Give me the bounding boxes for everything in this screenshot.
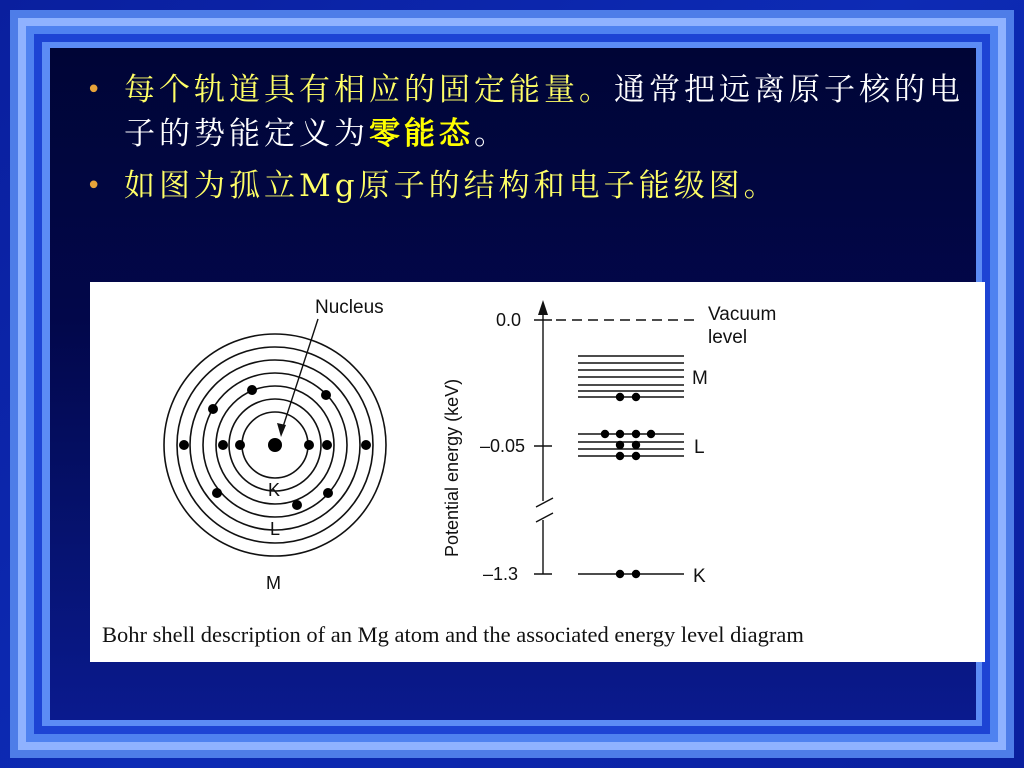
bullet-item-1 <box>86 68 966 156</box>
tick-label-005: –0.05 <box>480 436 526 456</box>
axis-break-1 <box>536 498 553 507</box>
bullet-item-2 <box>86 164 966 208</box>
bullet-1-highlight: 零能态 <box>369 116 474 152</box>
electron-l <box>292 500 302 510</box>
electron-dot <box>616 393 624 401</box>
bullet-dot-icon: • <box>86 75 106 105</box>
electron-m <box>179 440 189 450</box>
electron-dot <box>616 570 624 578</box>
figure-caption: Bohr shell description of an Mg atom and the associated energy level diagram <box>102 622 804 647</box>
tick-label-13: –1.3 <box>483 564 519 584</box>
vacuum-label-1: Vacuum <box>708 304 777 325</box>
electron-dot <box>632 441 640 449</box>
electron-dot <box>601 430 609 438</box>
energy-diagram <box>534 300 694 574</box>
electron-dot <box>632 570 640 578</box>
electron-dot <box>632 430 640 438</box>
energy-axis-label: Potential energy (keV) <box>442 378 462 557</box>
bullet-list <box>86 68 966 216</box>
electron-dot <box>632 452 640 460</box>
nucleus-dot <box>268 438 282 452</box>
axis-arrowhead <box>538 300 548 315</box>
electron-l <box>321 390 331 400</box>
electron-dot <box>616 441 624 449</box>
electron-k <box>304 440 314 450</box>
nucleus-label: Nucleus <box>315 297 384 318</box>
shell-m-label: M <box>266 573 281 593</box>
electron-l <box>247 385 257 395</box>
electron-m <box>361 440 371 450</box>
bullet-1-rest: 通常把远离原子核的电子的势能定义为 <box>124 72 964 152</box>
electron-l <box>208 404 218 414</box>
electron-k <box>235 440 245 450</box>
shell-k-label: K <box>268 480 281 500</box>
bullet-dot-icon: • <box>86 171 106 201</box>
electron-l <box>322 440 332 450</box>
electron-dot <box>616 452 624 460</box>
shell-l-label: L <box>270 519 281 539</box>
level-k-label: K <box>693 566 706 587</box>
energy-electrons <box>601 393 655 578</box>
tick-label-0: 0.0 <box>496 310 522 330</box>
electron-dot <box>632 393 640 401</box>
electron-l <box>218 440 228 450</box>
bullet-1-main: 每个轨道具有相应的固定能量。 <box>124 72 614 108</box>
figure-svg <box>90 282 985 662</box>
vacuum-label-2: level <box>708 327 748 348</box>
level-m-label: M <box>692 368 708 389</box>
axis-break-2 <box>536 513 553 522</box>
level-l-label: L <box>694 437 705 458</box>
mg-atom-figure <box>90 282 985 662</box>
electron-dot <box>647 430 655 438</box>
nucleus-arrowhead <box>277 423 286 437</box>
electron-dot <box>616 430 624 438</box>
electron-l <box>323 488 333 498</box>
bullet-1-end: 。 <box>474 116 509 152</box>
electron-l <box>212 488 222 498</box>
bullet-2-main: 如图为孤立Mg原子的结构和电子能级图。 <box>124 168 779 204</box>
